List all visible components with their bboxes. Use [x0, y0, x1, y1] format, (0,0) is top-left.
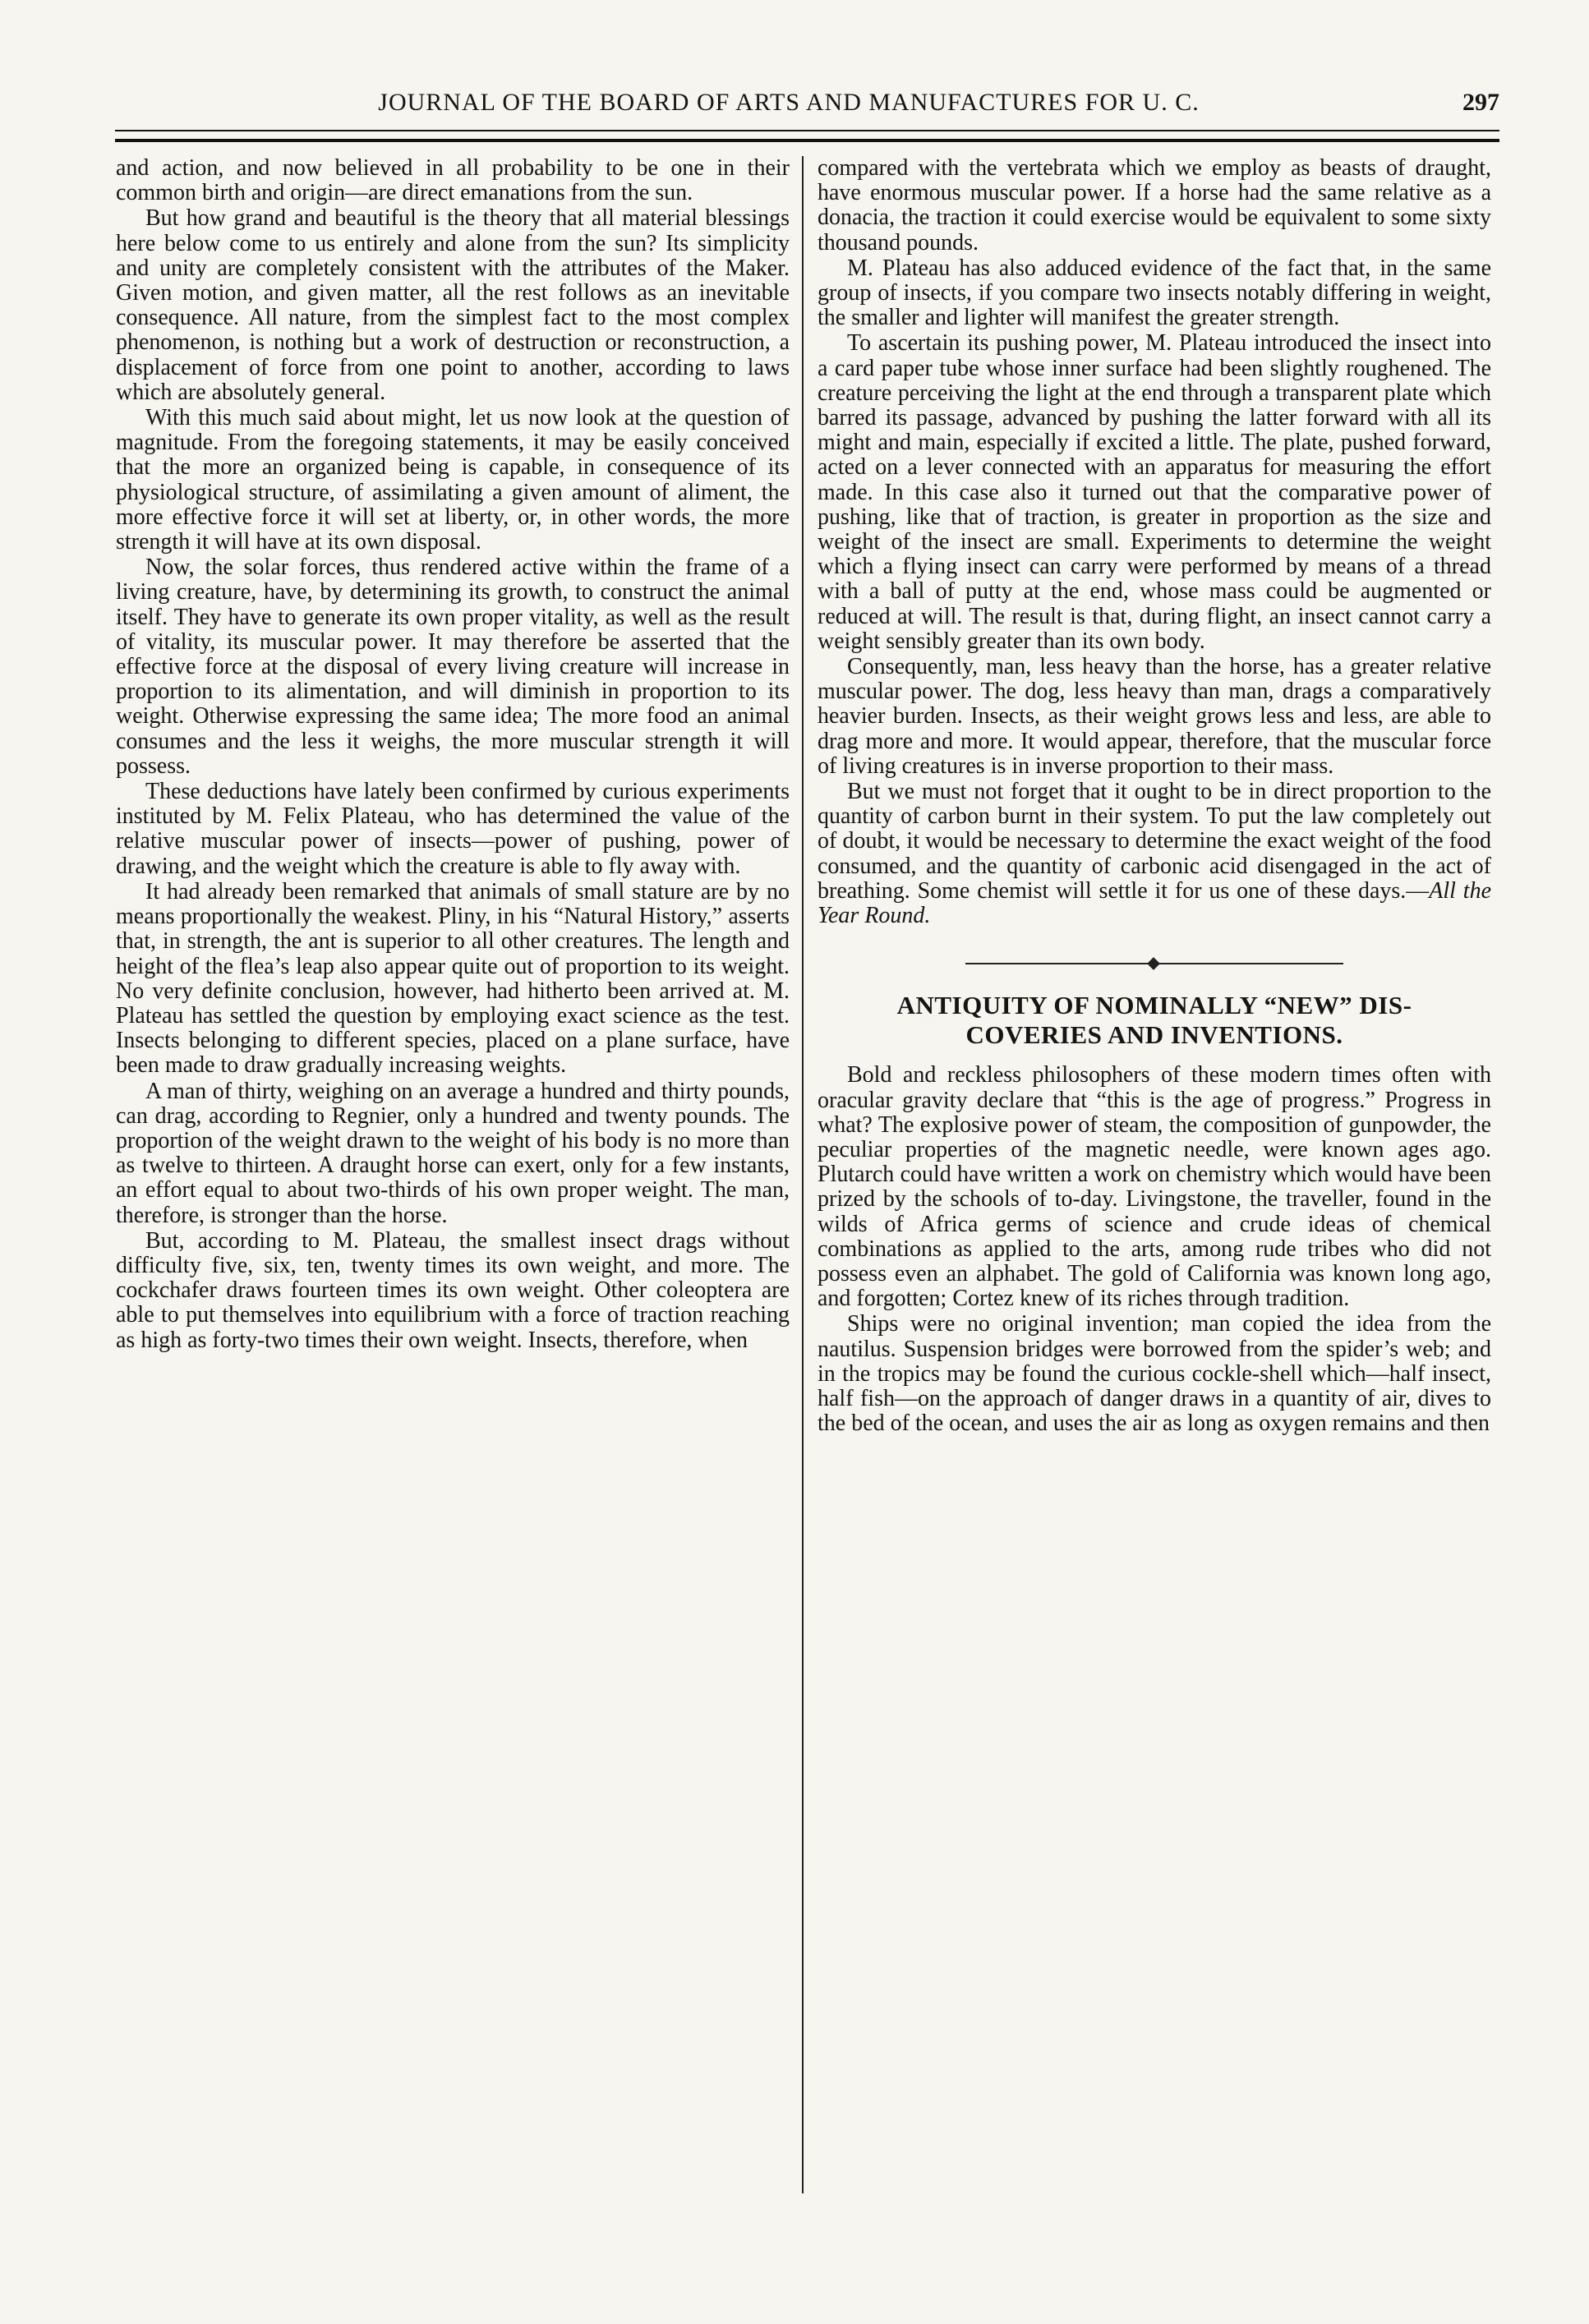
- paragraph: compared with the vertebrata which we employ as beasts of draught, have enormous muscular power. If a horse had the same relative as a donacia, the traction it could exercise would be equivalent to some sixty thousand pounds.: [818, 155, 1491, 255]
- header-rule-thin: [115, 130, 1499, 131]
- header-rule-thick: [115, 139, 1499, 142]
- paragraph: It had already been remarked that animals of small stature are by no means proportionally the weakest. Pliny, in his “Natural History,” asserts that, in strength, the ant is superior to all other creatures. The length and height of the flea’s leap also appear quite out of proportion to its weight. No very definite conclusion, however, had hitherto been arrived at. M. Plateau has settled the question by employing exact science as the test. Insects belonging to different species, placed on a plane surface, have been made to draw gradually increasing weights.: [116, 878, 790, 1079]
- running-title: JOURNAL OF THE BOARD OF ARTS AND MANUFACTURES FOR U. C.: [378, 89, 1200, 116]
- column-divider: [802, 156, 804, 2193]
- diamond-ornament-icon: [1147, 957, 1160, 970]
- paragraph: Consequently, man, less heavy than the horse, has a greater relative muscular power. The dog, less heavy than man, drags a comparatively heavier burden. Insects, as their weight grows less and less, are able to drag more and more. It would appear, therefore, that the muscular force of living creatures is in inverse proportion to their mass.: [818, 654, 1491, 779]
- paragraph: These deductions have lately been confirmed by curious experiments instituted by M. Felix Plateau, who has determined the value of the relative muscular power of insects—power of pushing, power of drawing, and the weight which the creature is able to fly away with.: [116, 779, 790, 879]
- paragraph: M. Plateau has also adduced evidence of the fact that, in the same group of insects, if you compare two insects notably differing in weight, the smaller and lighter will manifest the greater strength.: [818, 255, 1491, 331]
- paragraph: To ascertain its pushing power, M. Plateau introduced the insect into a card paper tube whose inner surface had been slightly roughened. The creature perceiving the light at the end through a transparent plate which barred its passage, advanced by pushing the latter forward with all its might and main, especially if excited a little. The plate, pushed forward, acted on a lever connected with an apparatus for measuring the effort made. In this case also it turned out that the comparative power of pushing, like that of traction, is greater in proportion as the size and weight of the insect are small. Experiments to determine the weight which a flying insect can carry were performed by means of a thread with a ball of putty at the end, whose mass could be augmented or reduced at will. The result is that, during flight, an insect cannot carry a weight sensibly greater than its own body.: [818, 330, 1491, 654]
- article-title: [818, 991, 1491, 1050]
- left-column: [116, 156, 790, 1353]
- paragraph: But how grand and beautiful is the theory that all material blessings here below come to us entirely and alone from the sun? Its simplicity and unity are completely consistent with the attributes of the Maker. Given motion, and given matter, all the rest follows as an inevitable consequence. All nature, from the simplest fact to the most complex phenomenon, is nothing but a work of destruction or reconstruction, a displacement of force from one point to another, according to laws which are absolutely general.: [116, 205, 790, 405]
- paragraph-text: But we must not forget that it ought to be in direct proportion to the quantity of carbon burnt in their system. To put the law completely out of doubt, it would be necessary to determine the exact weight of the food consumed, and the quantity of carbonic acid disengaged in the act of breathing. Some chemist will settle it for us one of these days.—: [818, 779, 1491, 904]
- running-head: [115, 85, 1499, 128]
- paragraph: Ships were no original invention; man copied the idea from the nautilus. Suspension bridges were borrowed from the spider’s web; and in the tropics may be found the curious cockle-shell which—half insect, half fish—on the approach of danger draws in a quantity of air, dives to the bed of the ocean, and uses the air as long as oxygen remains and then: [818, 1311, 1491, 1437]
- source-credit: All the Year Round.: [818, 877, 1491, 929]
- paragraph: A man of thirty, weighing on an average a hundred and thirty pounds, can drag, according to Regnier, only a hundred and twenty pounds. The proportion of the weight drawn to the weight of his body is no more than as twelve to thirteen. A draught horse can exert, only for a few instants, an effort equal to about two-thirds of his own proper weight. The man, therefore, is stronger than the horse.: [116, 1078, 790, 1228]
- article-title-line: ANTIQUITY OF NOMINALLY “NEW” DIS-: [896, 991, 1412, 1020]
- paragraph: With this much said about might, let us now look at the question of magnitude. From the foregoing statements, it may be easily conceived that the more an organized being is capable, in consequence of its physiological structure, of assimilating a given amount of aliment, the more effective force it will set at liberty, or, in other words, the more strength it will have at its own disposal.: [116, 405, 790, 555]
- right-column: [818, 156, 1491, 1436]
- paragraph: and action, and now believed in all probability to be one in their common birth and origin—are direct emanations from the sun.: [116, 155, 790, 206]
- article-title-line: COVERIES AND INVENTIONS.: [965, 1020, 1343, 1050]
- paragraph-with-credit: [818, 780, 1491, 928]
- article-separator: [965, 958, 1343, 969]
- page-number: 297: [1462, 89, 1499, 116]
- paragraph: But, according to M. Plateau, the smallest insect drags without difficulty five, six, ten, twenty times its own weight, and more. The cockchafer draws fourteen times its own weight. Other coleoptera are able to put themselves into equilibrium with a force of traction reaching as high as forty-two times their own weight. Insects, therefore, when: [116, 1227, 790, 1353]
- paragraph: Bold and reckless philosophers of these modern times often with oracular gravity declare that “this is the age of progress.” Progress in what? The explosive power of steam, the composition of gunpowder, the peculiar properties of the magnetic needle, were known ages ago. Plutarch could have written a work on chemistry which would have been prized by the schools of to-day. Livingstone, the traveller, found in the wilds of Africa germs of science and crude ideas of chemical combinations as applied to the arts, among rude tribes who did not possess even an alphabet. The gold of California was known long ago, and forgotten; Cortez knew of its riches through tradition.: [818, 1062, 1491, 1312]
- paragraph: Now, the solar forces, thus rendered active within the frame of a living creature, have, by determining its growth, to construct the animal itself. They have to generate its own proper vitality, as well as the result of vitality, its muscular power. It may therefore be asserted that the effective force at the disposal of every living creature will increase in proportion to its alimentation, and will diminish in proportion to its weight. Otherwise expressing the same idea; The more food an animal consumes and the less it weighs, the more muscular strength it will possess.: [116, 555, 790, 779]
